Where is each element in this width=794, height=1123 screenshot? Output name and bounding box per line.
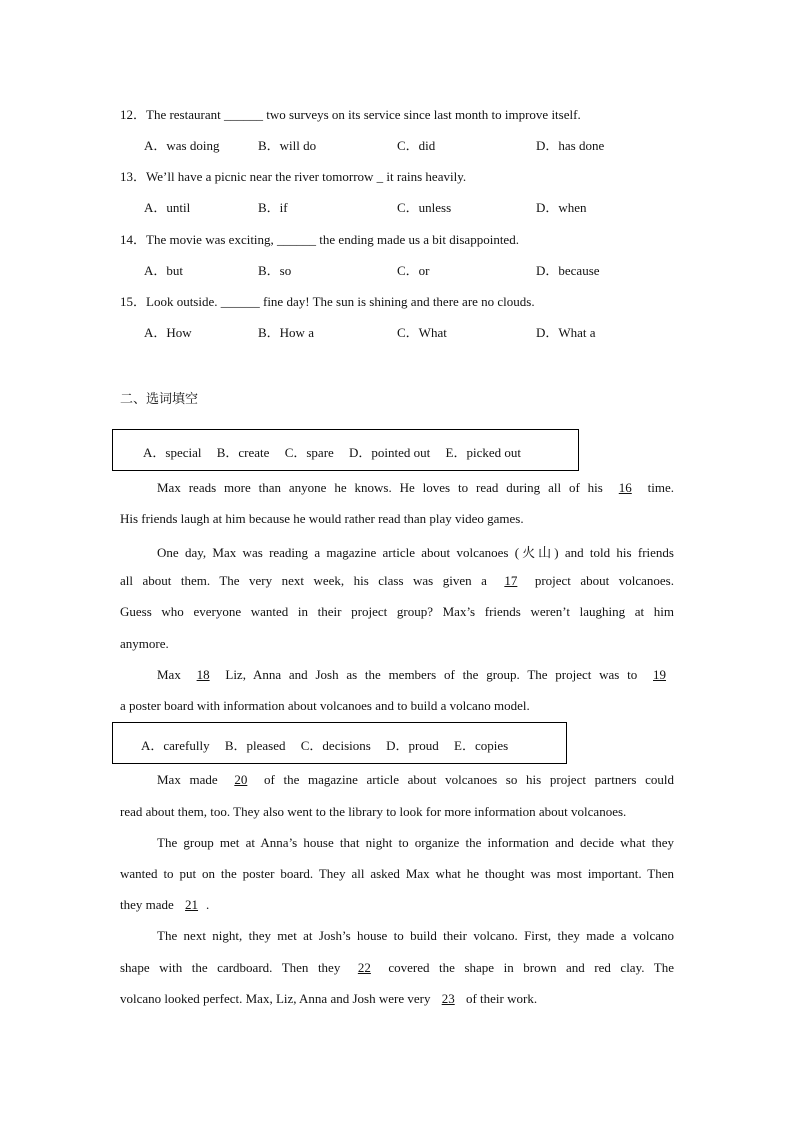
question-12: 12．The restaurant ______ two surveys on its service since last month to improve itself. bbox=[120, 107, 581, 122]
blank-20: 20 bbox=[234, 772, 248, 787]
word-box-1 bbox=[112, 429, 579, 471]
passage-line: His friends laugh at him because he would rather read than play video games. bbox=[120, 511, 524, 526]
word-option: C．spare bbox=[284, 445, 334, 460]
question-13: 13．We’ll have a picnic near the river tomorrow _ it rains heavily. bbox=[120, 169, 467, 184]
word-option: C．decisions bbox=[300, 738, 371, 753]
options-12 bbox=[0, 135, 794, 153]
options-15 bbox=[0, 322, 794, 340]
word-option: E．copies bbox=[454, 738, 509, 753]
section-title: 二、选词填空 bbox=[120, 392, 199, 407]
passage-line: they made 21 . bbox=[120, 897, 210, 912]
word-option: A．special bbox=[143, 445, 202, 460]
option-d: D．has done bbox=[536, 138, 605, 153]
passage-line: volcano looked perfect. Max, Liz, Anna and Josh were very 23 of their work. bbox=[120, 991, 538, 1006]
option-b: B．How a bbox=[258, 325, 314, 340]
blank-18: 18 bbox=[196, 667, 210, 682]
word-box-2 bbox=[112, 722, 567, 764]
options-14 bbox=[0, 260, 794, 278]
question-15: 15．Look outside. ______ fine day! The sun is shining and there are no clouds. bbox=[120, 294, 535, 309]
option-d: D．when bbox=[536, 200, 587, 215]
option-b: B．if bbox=[258, 200, 288, 215]
blank-23: 23 bbox=[441, 991, 455, 1006]
option-a: A．How bbox=[144, 325, 192, 340]
word-option: D．proud bbox=[386, 738, 439, 753]
option-c: C．unless bbox=[397, 200, 452, 215]
option-d: D．What a bbox=[536, 325, 596, 340]
option-c: C．or bbox=[397, 263, 430, 278]
passage-line: The next night, they met at Josh’s house to build their volcano. First, they made a volcano bbox=[157, 928, 674, 943]
passage-line: The group met at Anna’s house that night to organize the information and decide what they bbox=[157, 835, 674, 850]
blank-17: 17 bbox=[504, 573, 518, 588]
blank-21: 21 bbox=[185, 897, 199, 912]
blank-19: 19 bbox=[653, 667, 667, 682]
option-d: D．because bbox=[536, 263, 600, 278]
passage-line: Max reads more than anyone he knows. He loves to read during all of his 16 time. bbox=[157, 480, 675, 495]
word-option: A．carefully bbox=[141, 738, 210, 753]
passage-line: read about them, too. They also went to the library to look for more information about volcanoes. bbox=[120, 804, 627, 819]
passage-line: One day, Max was reading a magazine article about volcanoes (火山) and told his friends bbox=[157, 545, 674, 560]
option-b: B．will do bbox=[258, 138, 317, 153]
option-a: A．was doing bbox=[144, 138, 220, 153]
option-b: B．so bbox=[258, 263, 292, 278]
word-option: B．pleased bbox=[224, 738, 286, 753]
passage-line: shape with the cardboard. Then they 22 covered the shape in brown and red clay. The bbox=[120, 960, 674, 975]
passage-line: all about them. The very next week, his class was given a 17 project about volcanoes. bbox=[120, 573, 674, 588]
option-c: C．What bbox=[397, 325, 447, 340]
passage-line: Max made 20 of the magazine article about volcanoes so his project partners could bbox=[157, 772, 675, 787]
options-13 bbox=[0, 197, 794, 215]
passage-line: Max 18 Liz, Anna and Josh as the members of the group. The project was to 19 bbox=[157, 667, 674, 683]
passage-line: anymore. bbox=[120, 636, 169, 651]
word-option: D．pointed out bbox=[349, 445, 431, 460]
blank-16: 16 bbox=[618, 480, 632, 495]
passage-line: a poster board with information about volcanoes and to build a volcano model. bbox=[120, 698, 530, 713]
word-option: B．create bbox=[216, 445, 270, 460]
passage-line: Guess who everyone wanted in their project group? Max’s friends weren’t laughing at him bbox=[120, 604, 674, 619]
option-a: A．but bbox=[144, 263, 184, 278]
question-14: 14．The movie was exciting, ______ the ending made us a bit disappointed. bbox=[120, 232, 519, 247]
passage-line: wanted to put on the poster board. They all asked Max what he thought was most important. Then bbox=[120, 866, 674, 881]
blank-22: 22 bbox=[357, 960, 371, 975]
option-c: C．did bbox=[397, 138, 436, 153]
option-a: A．until bbox=[144, 200, 191, 215]
word-option: E．picked out bbox=[445, 445, 522, 460]
